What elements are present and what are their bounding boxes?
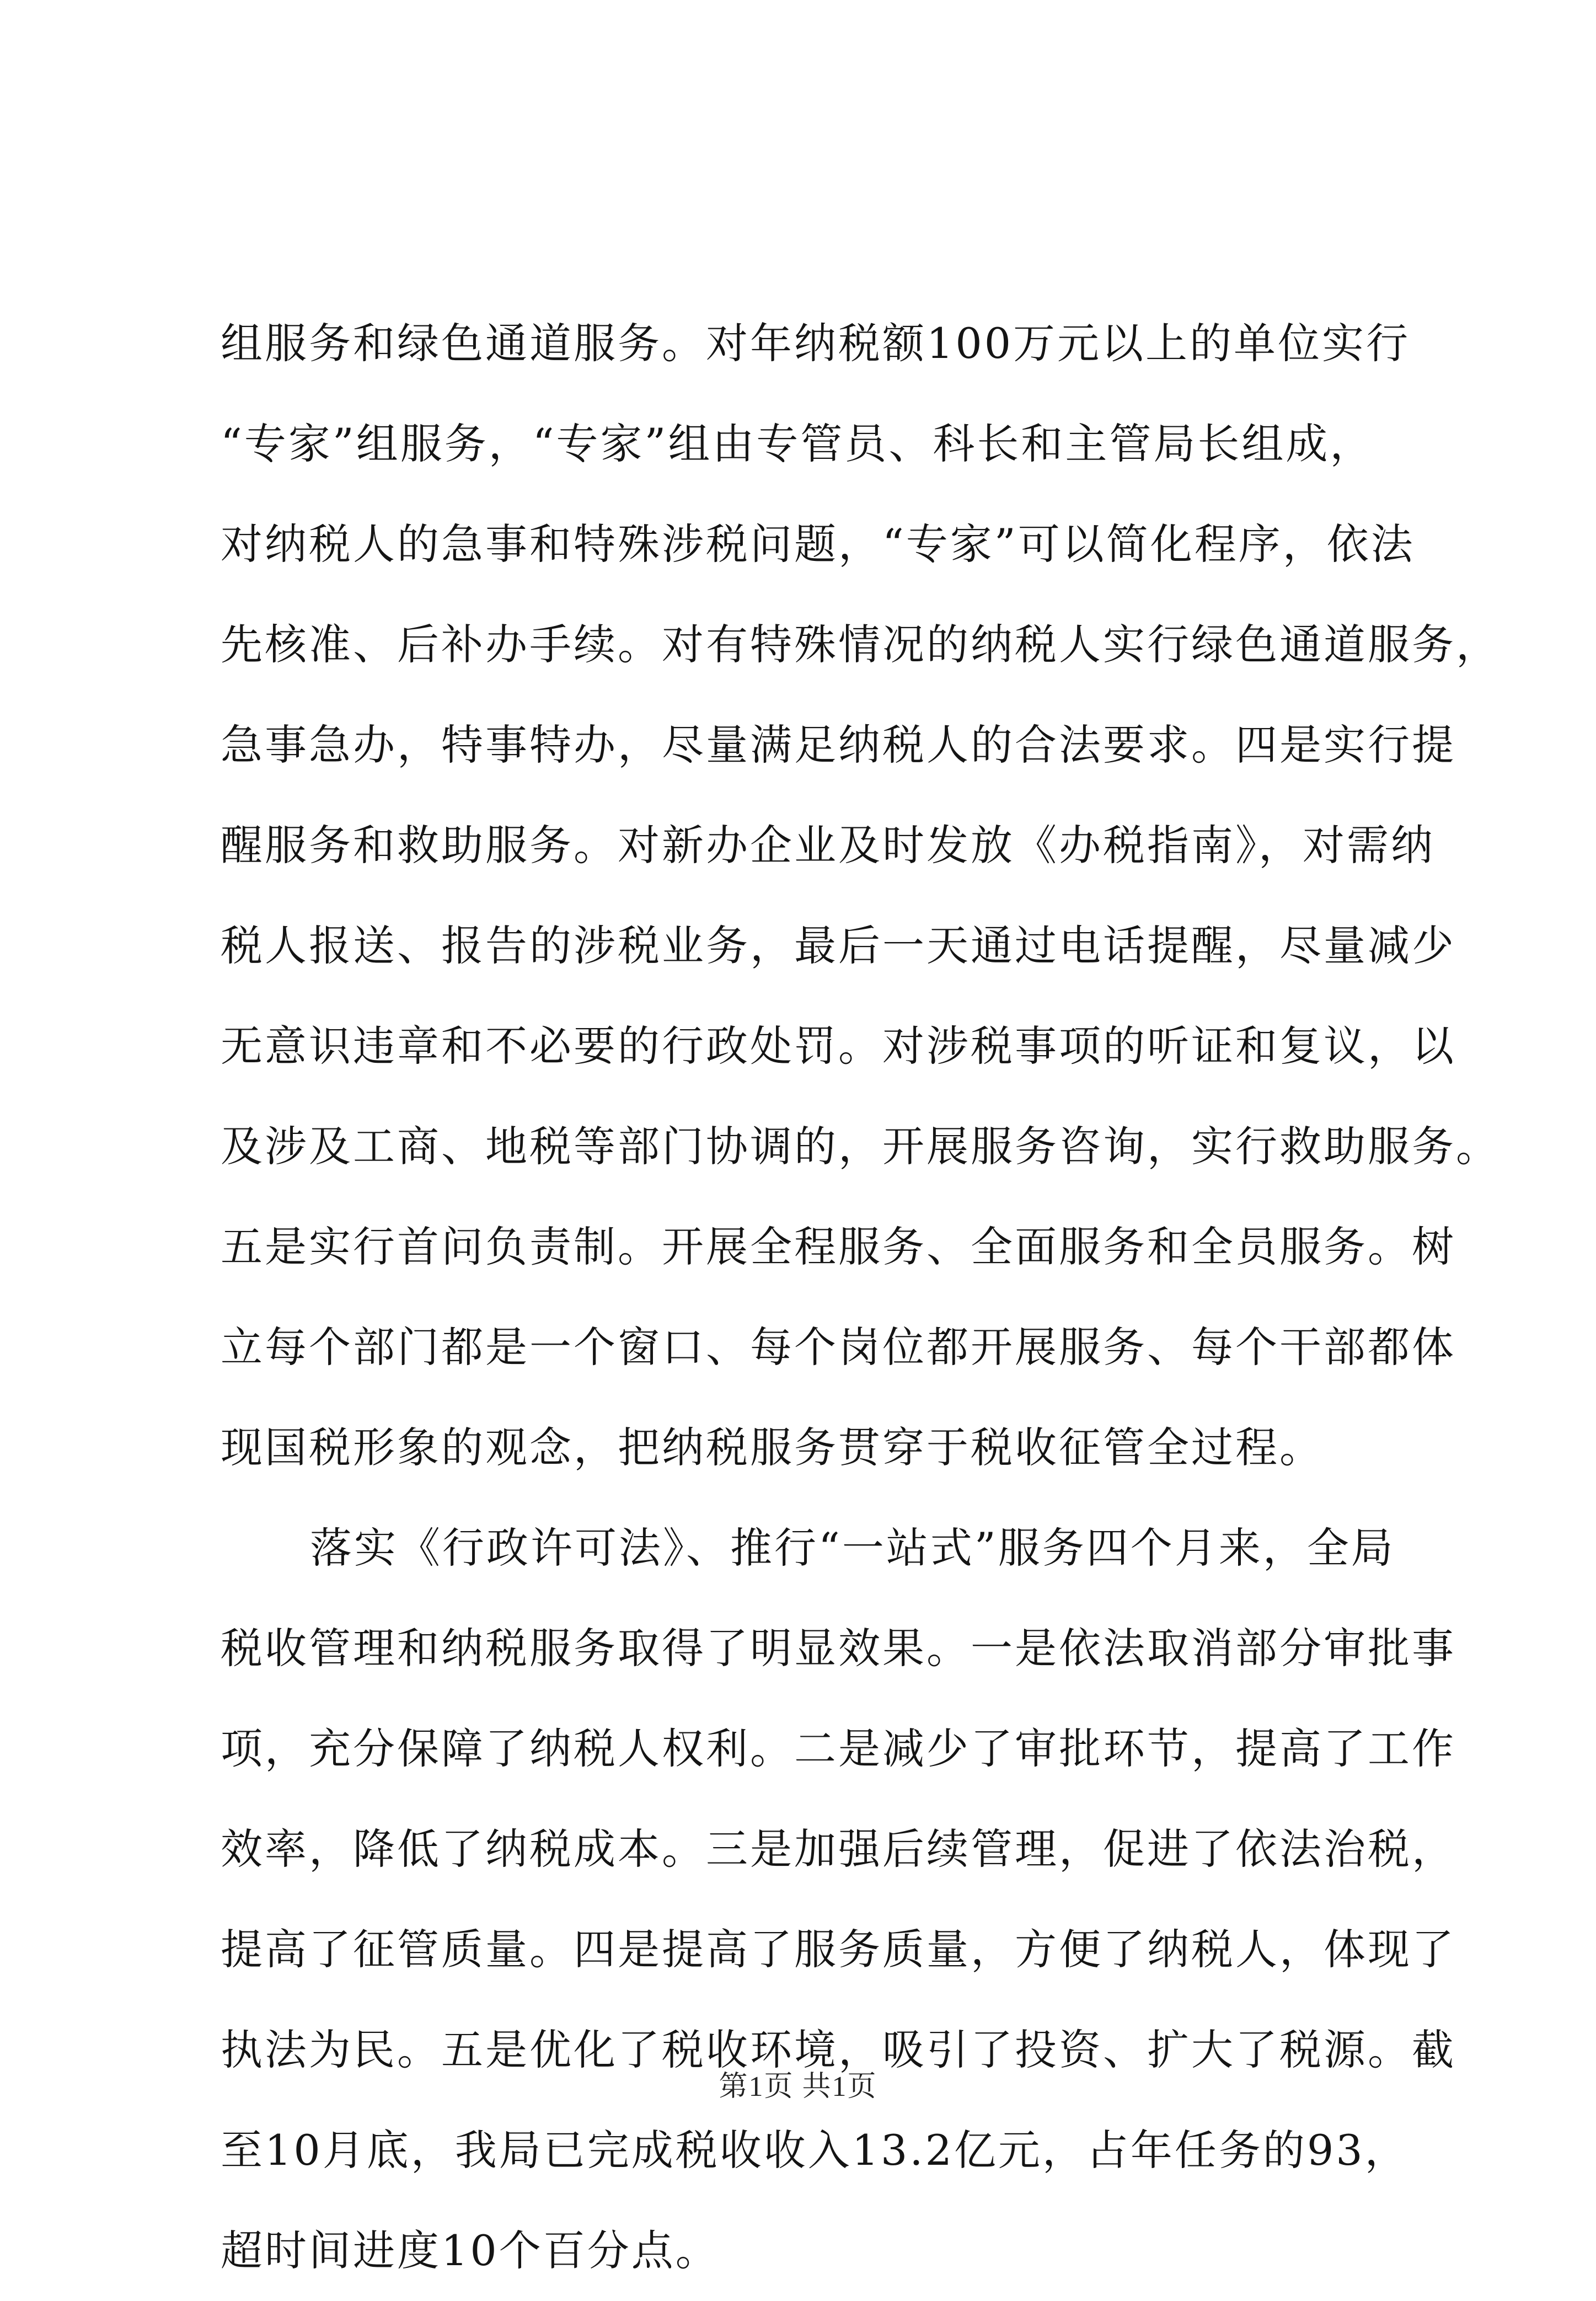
paragraph-1-line-1: 组服务和绿色通道服务。对年纳税额100万元以上的单位实行 [221, 319, 1411, 368]
paragraph-2-line-6: 执法为民。五是优化了税收环境，吸引了投资、扩大了税源。截 [221, 2025, 1456, 2074]
paragraph-1-line-6: 醒服务和救助服务。对新办企业及时发放《办税指南》，对需纳 [221, 821, 1435, 870]
paragraph-2-line-1: 落实《行政许可法》、推行“一站式”服务四个月来，全局 [310, 1523, 1395, 1572]
paragraph-1-line-12: 现国税形象的观念，把纳税服务贯穿于税收征管全过程。 [221, 1423, 1324, 1472]
paragraph-1-line-10: 五是实行首问负责制。开展全程服务、全面服务和全员服务。树 [221, 1222, 1456, 1271]
paragraph-1-line-3: 对纳税人的急事和特殊涉税问题，“专家”可以简化程序，依法 [221, 520, 1415, 569]
paragraph-1-line-8: 无意识违章和不必要的行政处罚。对涉税事项的听证和复议，以 [221, 1021, 1456, 1071]
paragraph-2-line-2: 税收管理和纳税服务取得了明显效果。一是依法取消部分审批事 [221, 1624, 1456, 1673]
paragraph-2-line-8: 超时间进度10个百分点。 [221, 2226, 720, 2275]
document-body [221, 293, 1500, 2301]
paragraph-1-line-9: 及涉及工商、地税等部门协调的，开展服务咨询，实行救助服务。 [221, 1122, 1500, 1171]
paragraph-1-line-4: 先核准、后补办手续。对有特殊情况的纳税人实行绿色通道服务， [221, 620, 1500, 669]
paragraph-2-line-4: 效率，降低了纳税成本。三是加强后续管理，促进了依法治税， [221, 1824, 1456, 1874]
paragraph-2-line-3: 项，充分保障了纳税人权利。二是减少了审批环节，提高了工作 [221, 1724, 1456, 1773]
paragraph-1-line-7: 税人报送、报告的涉税业务，最后一天通过电话提醒，尽量减少 [221, 921, 1456, 970]
paragraph-1-line-5: 急事急办，特事特办，尽量满足纳税人的合法要求。四是实行提 [221, 720, 1456, 769]
paragraph-2-line-5: 提高了征管质量。四是提高了服务质量，方便了纳税人，体现了 [221, 1925, 1456, 1974]
page-number-footer: 第1页 共1页 [719, 2071, 877, 2102]
paragraph-1-line-2: “专家”组服务，“专家”组由专管员、科长和主管局长组成， [221, 419, 1374, 468]
paragraph-1-line-11: 立每个部门都是一个窗口、每个岗位都开展服务、每个干部都体 [221, 1323, 1456, 1372]
paragraph-2-line-7: 至10月底，我局已完成税收收入13.2亿元，占年任务的93， [221, 2126, 1409, 2175]
